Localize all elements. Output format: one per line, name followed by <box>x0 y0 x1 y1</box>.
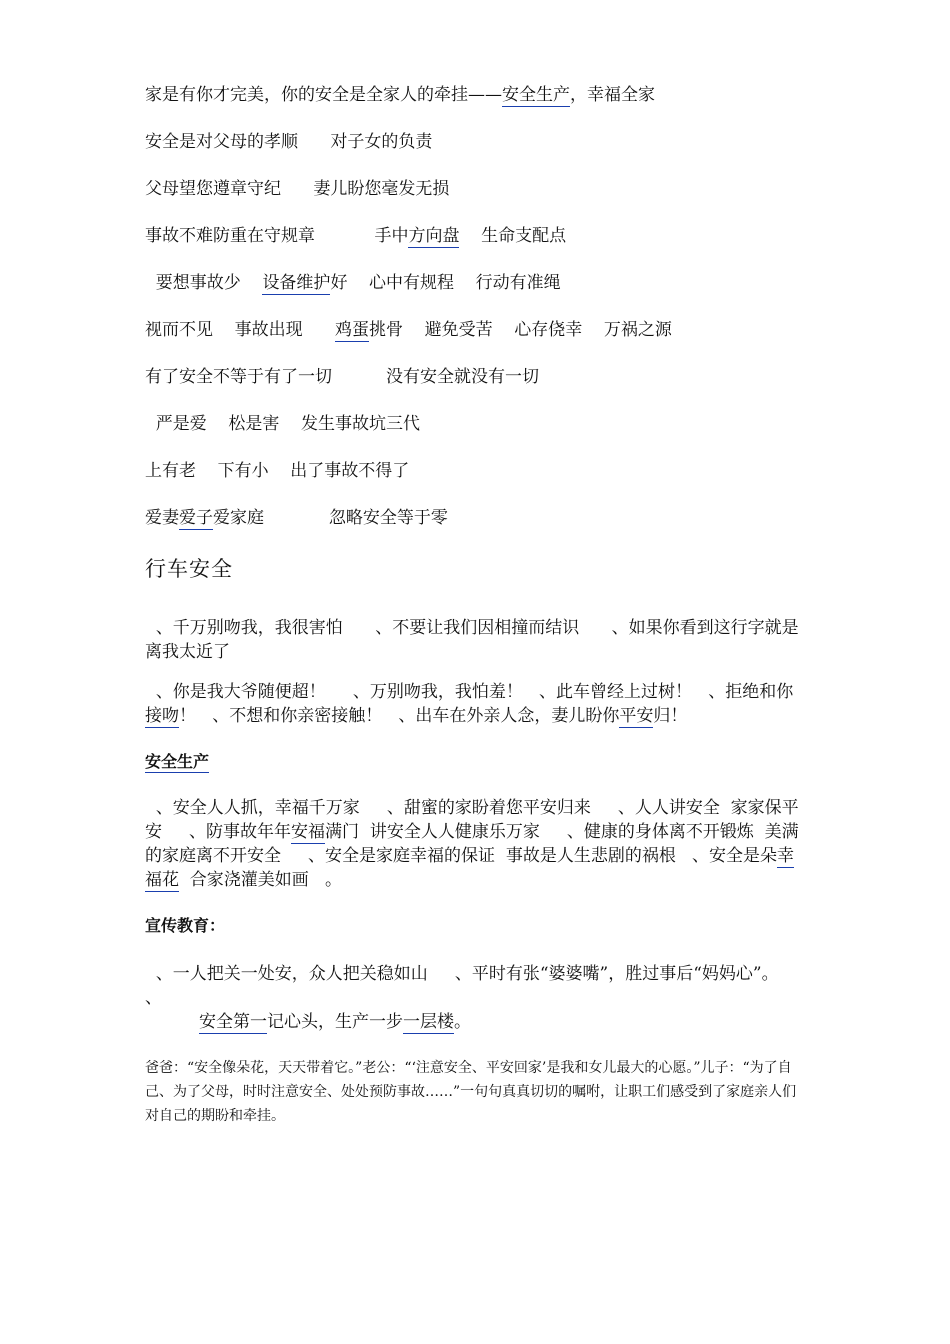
para-text: 。 <box>454 1012 472 1032</box>
link-one-floor[interactable]: 一层楼 <box>403 1012 455 1032</box>
link-equipment-maintenance[interactable]: 设备维护 <box>262 273 331 293</box>
slogan-line-9: 上有老 下有小 出了事故不得了 <box>145 461 410 481</box>
slogan-line-7: 有了安全不等于有了一切 没有安全就没有一切 <box>145 367 540 387</box>
slogan-line-2: 安全是对父母的孝顺 对子女的负责 <box>145 132 433 152</box>
slogan-text: 爱妻 <box>145 508 179 528</box>
slogan-line-1 <box>145 82 810 108</box>
slogan-line-3: 父母望您遵章守纪 妻儿盼您毫发无损 <box>145 179 450 199</box>
para-text: ！ 、不想和你亲密接触！ 、出车在外亲人念，妻儿盼你 <box>179 706 620 726</box>
heading-safe-production[interactable]: 安全生产 <box>145 752 210 771</box>
link-kiss[interactable]: 接吻 <box>145 706 179 726</box>
slogan-text: ，幸福全家 <box>570 85 655 105</box>
link-safety-first[interactable]: 安全第一 <box>199 1012 268 1032</box>
slogan-text: 爱家庭 忽略安全等于零 <box>213 508 448 528</box>
driving-para-1: 、千万别吻我，我很害怕 、不要让我们因相撞而结识 、如果你看到这行字就是离我太近了 <box>145 618 799 662</box>
heading-education: 宣传教育： <box>145 916 226 935</box>
slogan-line-5 <box>145 270 810 296</box>
link-happiness-flower[interactable]: 幸福花 <box>145 846 795 890</box>
link-peace[interactable]: 平安 <box>619 706 654 726</box>
indent <box>145 1012 199 1032</box>
family-quote-paragraph: 爸爸：“安全像朵花，天天带着它。”老公：“‘注意安全、平安回家’是我和女儿最大的心愿。”儿子：“为了自己、为了父母，时时注意安全、处处预防事故……”一句句真真切切的嘱咐，让职工们感受到了家庭亲人们对自己的期盼和牵挂。 <box>145 1060 797 1124</box>
slogan-line-8: 严是爱 松是害 发生事故坑三代 <box>145 414 421 434</box>
slogan-text: 挑骨 避免受苦 心存侥幸 万祸之源 <box>369 320 672 340</box>
slogan-text: 家是有你才完美，你的安全是全家人的牵挂—— <box>145 85 502 105</box>
para-text: 、安全人人抓，幸福千万家 、甜蜜的家盼着您平安归来 、人人讲安全 家家保平安 、防事故年年 <box>145 798 799 842</box>
para-text: 记心头，生产一步 <box>267 1012 404 1032</box>
document-page <box>145 82 810 1128</box>
slogan-text: 要想事故少 <box>145 273 263 293</box>
para-text: 、一人把关一处安，众人把关稳如山 、平时有张“婆婆嘴”，胜过事后“妈妈心”。 、 <box>145 964 806 1008</box>
para-text: 满门 讲安全人人健康乐万家 、健康的身体离不开锻炼 美满的家庭离不开安全 、安全是家庭幸福的保证 事故是人生悲剧的祸根 、安全是朵 <box>145 822 799 866</box>
link-love-children[interactable]: 爱子 <box>179 508 213 528</box>
driving-para-2 <box>145 680 810 728</box>
link-egg[interactable]: 鸡蛋 <box>335 320 370 340</box>
link-safe-production[interactable]: 安全生产 <box>502 85 570 105</box>
slogan-line-6 <box>145 317 810 343</box>
education-para <box>145 962 810 1034</box>
production-para <box>145 796 810 892</box>
para-text: 、你是我大爷随便超！ 、万别吻我，我怕羞！ 、此车曾经上过树！ 、拒绝和你 <box>145 682 794 702</box>
heading-safe-production-link[interactable] <box>145 750 810 774</box>
slogan-line-4 <box>145 223 810 249</box>
para-text: 归！ <box>653 706 688 726</box>
para-text: 合家浇灌美如画 。 <box>179 870 343 890</box>
slogan-text: 事故不难防重在守规章 手中 <box>145 226 409 246</box>
link-steering-wheel[interactable]: 方向盘 <box>408 226 460 246</box>
slogan-text: 好 心中有规程 行动有准绳 <box>330 273 561 293</box>
slogan-line-10 <box>145 505 810 531</box>
slogan-text: 生命支配点 <box>459 226 567 246</box>
slogan-text: 视而不见 事故出现 <box>145 320 336 340</box>
link-anfu[interactable]: 安福 <box>291 822 326 842</box>
heading-driving-safety: 行车安全 <box>145 557 233 581</box>
